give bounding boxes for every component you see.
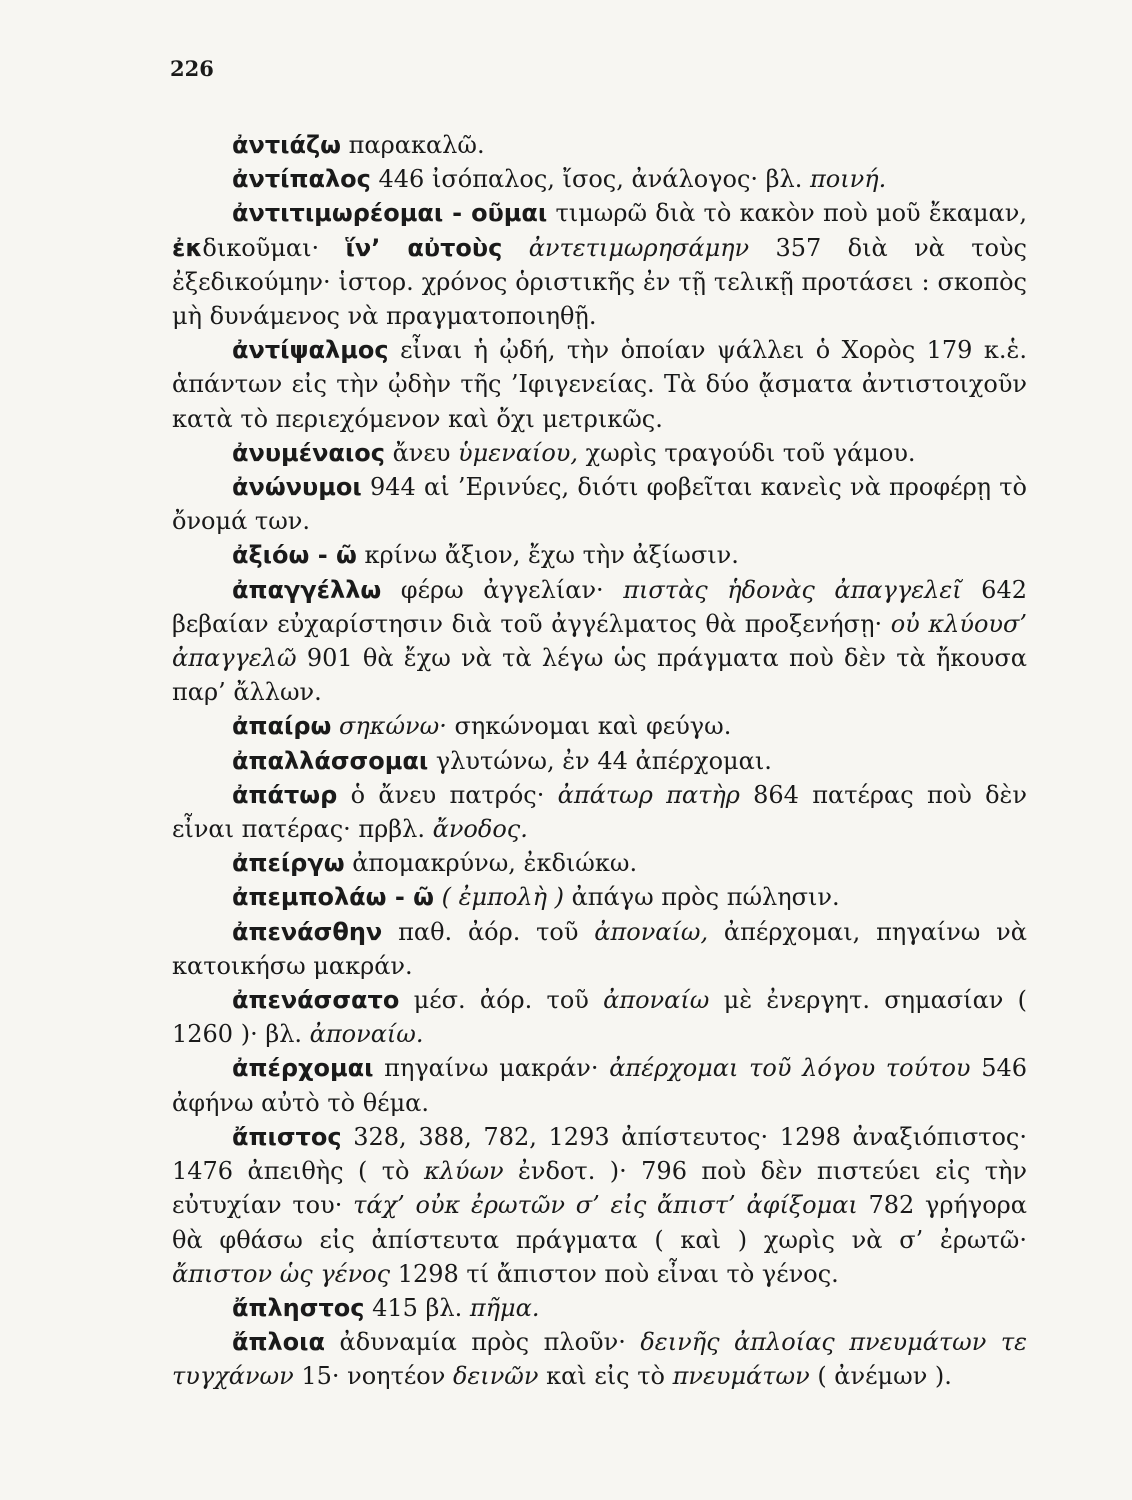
citation-text: πνευμάτων — [672, 1362, 810, 1391]
glossary-entry — [172, 538, 1027, 572]
glossary-entry — [172, 1120, 1027, 1291]
headword: ἀπαίρω — [232, 712, 332, 741]
definition-text: 782 γρήγορα θὰ φθάσω εἰς ἀπίστευτα πράγματα ( καὶ ) χωρὶς νὰ σ’ ἐρωτῶ· — [172, 1191, 1027, 1254]
citation-text: πιστὰς ἡδονὰς ἀπαγγελεῖ — [623, 575, 962, 604]
headword: ἀπαγγέλλω — [232, 575, 382, 604]
citation-text: ποινή. — [809, 165, 887, 194]
definition-text: ἀπομακρύνω, ἐκδιώκω. — [344, 849, 638, 878]
definition-text: γλυτώνω, ἐν 44 ἀπέρχομαι. — [428, 746, 772, 775]
definition-text: 864 πατέρας ποὺ δὲν εἶναι πατέρας· πρβλ. — [172, 780, 1027, 844]
page-number: 226 — [170, 56, 214, 81]
definition-text: χωρὶς τραγούδι τοῦ γάμου. — [578, 438, 916, 467]
definition-text: 328, 388, 782, 1293 ἀπίστευτος· 1298 ἀναξιόπιστος· 1476 ἀπειθὴς ( τὸ — [172, 1122, 1027, 1186]
citation-text: δεινῶν — [452, 1362, 539, 1391]
citation-text: ἄπιστον ὡς γένος — [172, 1259, 391, 1288]
definition-text: 1298 τί ἄπιστον ποὺ εἶναι τὸ γένος. — [390, 1259, 839, 1288]
headword: ἄπιστος — [232, 1122, 342, 1151]
citation-text: ἀποναίω. — [309, 1020, 424, 1049]
definition-text: μὲ ἐνεργητ. σημασίαν ( 1260 )· βλ. — [172, 986, 1027, 1049]
glossary-entry — [172, 436, 1027, 470]
headword: ἀπάτωρ — [232, 780, 338, 809]
headword: ἄπληστος — [232, 1293, 365, 1322]
definition-text: ἀδυναμία πρὸς πλοῦν· — [325, 1328, 641, 1357]
definition-text: μέσ. ἀόρ. τοῦ — [399, 986, 604, 1015]
glossary-entry — [172, 1051, 1027, 1119]
definition-text: ἀπάγω πρὸς πώλησιν. — [563, 883, 840, 912]
definition-text: ἐνδοτ. )· 796 ποὺ δὲν πιστεύει εἰς τὴν εὐτυχίαν του· — [172, 1157, 1028, 1220]
definition-text: καὶ εἰς τὸ — [538, 1362, 673, 1391]
glossary-entry — [172, 470, 1027, 538]
headword: ἀπενάσσατο — [232, 986, 400, 1015]
definition-text: παθ. ἀόρ. τοῦ — [382, 917, 595, 946]
headword: ἀπέρχομαι — [232, 1054, 374, 1083]
headword: ἀπαλλάσσομαι — [232, 746, 429, 775]
glossary-column — [172, 128, 1027, 1394]
citation-text: ἀπέρχομαι τοῦ λόγου τούτου — [609, 1054, 971, 1083]
definition-text: πηγαίνω μακράν· — [373, 1054, 610, 1083]
glossary-entry — [172, 846, 1027, 880]
headword: ἀπενάσθην — [232, 917, 383, 946]
glossary-entry — [172, 1291, 1027, 1325]
headword: ἀνυμέναιος — [232, 438, 385, 467]
glossary-entry — [172, 333, 1027, 436]
headword: ἀπεμπολάω - ῶ — [232, 883, 435, 912]
definition-text: ἀπέρχομαι, πηγαίνω νὰ κατοικήσω μακράν. — [172, 917, 1027, 980]
citation-text: ἀποναίω, — [594, 917, 709, 946]
definition-text: εἶναι ἡ ᾠδή, τὴν ὁποίαν ψάλλει ὁ Χορὸς 179 κ.ἑ. ἁπάντων εἰς τὴν ᾠδὴν τῆς ’Ιφιγενείας. Τὰ δύο ᾄσματα ἀντιστοιχοῦν κατὰ τὸ περιεχόμενον καὶ ὄχι μετρικῶς. — [172, 336, 1027, 433]
glossary-entry — [172, 128, 1027, 162]
definition-text: 546 ἀφήνω αὐτὸ τὸ θέμα. — [172, 1054, 1028, 1117]
headword: ἐκ — [172, 233, 203, 262]
glossary-entry — [172, 778, 1027, 846]
headword: ἀντιάζω — [232, 131, 342, 159]
definition-text: 901 θὰ ἔχω νὰ τὰ λέγω ὡς πράγματα ποὺ δὲν τὰ ἤκουσα παρ’ ἄλλων. — [172, 644, 1027, 707]
definition-text: ὁ ἄνευ πατρός· — [337, 780, 558, 809]
headword: ἀνώνυμοι — [232, 473, 362, 502]
headword: ἄπλοια — [232, 1328, 325, 1357]
glossary-entry — [172, 744, 1027, 778]
headword: ἵν’ αὐτοὺς — [345, 233, 503, 262]
headword: ἀντίπαλος — [232, 165, 371, 194]
definition-text: 357 διὰ νὰ τοὺς ἐξεδικούμην· ἱστορ. χρόνος ὁριστικῆς ἐν τῇ τελικῇ προτάσει : σκοπὸς μὴ δυνάμενος νὰ πραγματοποιηθῇ. — [172, 233, 1027, 331]
headword: ἀπείργω — [232, 849, 345, 878]
glossary-entry — [172, 983, 1027, 1051]
headword: ἀντίψαλμος — [232, 336, 389, 365]
definition-text: 642 βεβαίαν εὐχαρίστησιν διὰ τοῦ ἀγγέλματος θὰ προξενήσῃ· — [172, 575, 1027, 638]
headword: ἀξιόω - ῶ — [232, 541, 357, 570]
citation-text: ἀπάτωρ πατὴρ — [557, 780, 740, 809]
definition-text: σηκώνομαι καὶ φεύγω. — [446, 712, 732, 741]
citation-text: πῆμα. — [469, 1293, 540, 1322]
glossary-entry — [172, 915, 1027, 983]
glossary-entry — [172, 573, 1027, 710]
definition-text: ἄνευ — [384, 438, 459, 467]
citation-text: ἀντετιμωρησάμην — [502, 233, 750, 262]
citation-text: σηκώνω· — [331, 712, 447, 741]
definition-text: δικοῦμαι· — [202, 233, 346, 262]
citation-text: οὐ κλύουσ’ ἀπαγγελῶ — [172, 609, 1027, 673]
citation-text: δεινῆς ἀπλοίας πνευμάτων τε τυγχάνων — [172, 1328, 1027, 1391]
citation-text: ὑμεναίου, — [458, 438, 578, 467]
headword: ἀντιτιμωρέομαι - οῦμαι — [232, 199, 548, 228]
citation-text: κλύων — [423, 1157, 504, 1186]
citation-text: ( ἐμπολὴ ) — [434, 883, 564, 912]
glossary-entry — [172, 162, 1027, 196]
citation-text: τάχ’ οὐκ ἐρωτῶν σ’ εἰς ἄπιστ’ ἀφίξομαι — [353, 1191, 858, 1220]
definition-text: 415 βλ. — [364, 1293, 470, 1322]
glossary-entry — [172, 709, 1027, 743]
definition-text: ( ἀνέμων ). — [809, 1362, 952, 1391]
citation-text: ἄνοδος. — [432, 815, 528, 844]
definition-text: κρίνω ἄξιον, ἔχω τὴν ἀξίωσιν. — [356, 541, 739, 570]
citation-text: ἀποναίω — [603, 986, 710, 1015]
definition-text: παρακαλῶ. — [341, 131, 485, 159]
definition-text: 944 αἱ ’Ερινύες, διότι φοβεῖται κανεὶς νὰ προφέρῃ τὸ ὄνομά των. — [172, 473, 1027, 536]
glossary-entry — [172, 880, 1027, 914]
definition-text: φέρω ἀγγελίαν· — [381, 575, 624, 604]
definition-text: 446 ἰσόπαλος, ἴσος, ἀνάλογος· βλ. — [370, 165, 810, 194]
glossary-entry — [172, 196, 1027, 333]
definition-text: τιμωρῶ διὰ τὸ κακὸν ποὺ μοῦ ἔκαμαν, — [547, 199, 1027, 228]
definition-text: 15· νοητέον — [293, 1362, 453, 1391]
glossary-entry — [172, 1325, 1027, 1393]
